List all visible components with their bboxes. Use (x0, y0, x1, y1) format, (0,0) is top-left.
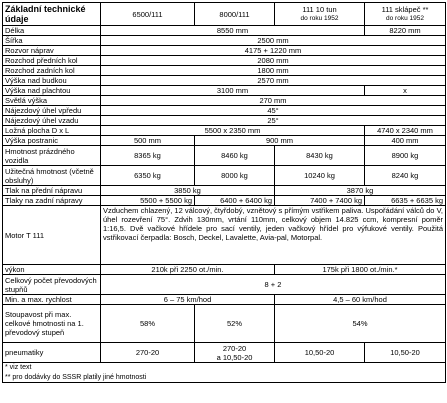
column-header-111-10-tun-title: 111 10 tun (302, 5, 337, 14)
value-vyska-budka: 2570 mm (101, 76, 446, 86)
value-stoupavost-6500: 58% (101, 305, 195, 343)
row-label-vykon: výkon (3, 265, 101, 275)
value-tlak-predni-6500-8000: 3850 kg (101, 186, 275, 196)
value-uzitecna-hmotnost-sklapec: 8240 kg (365, 166, 446, 186)
row-label-delka: Délka (3, 26, 101, 36)
value-rozchod-predni: 2080 mm (101, 56, 446, 66)
footnote-sssr: ** pro dodávky do SSSR platily jiné hmotnosti (3, 373, 446, 383)
row-label-lozna-plocha: Ložná plocha D x L (3, 126, 101, 136)
footnote-row (3, 373, 446, 383)
column-header-111-sklapec (365, 3, 446, 26)
row-label-sirka: Šířka (3, 36, 101, 46)
row-label-rozchod-zadni: Rozchod zadních kol (3, 66, 101, 76)
table-row (3, 343, 446, 363)
value-delka-sklapec: 8220 mm (365, 26, 446, 36)
table-row (3, 96, 446, 106)
row-label-uzitecna-hmotnost: Užitečná hmotnost (včetně obsluhy) (3, 166, 101, 186)
value-pneumatiky-10tun: 10,50-20 (275, 343, 365, 363)
value-vyska-postranic-8000-10tun: 900 mm (195, 136, 365, 146)
table-row (3, 265, 446, 275)
table-row (3, 166, 446, 186)
row-label-uhel-vzadu: Nájezdový úhel vzadu (3, 116, 101, 126)
column-header-111-sklapec-title: 111 sklápeč ** (381, 5, 429, 14)
table-row (3, 56, 446, 66)
value-uzitecna-hmotnost-10tun: 10240 kg (275, 166, 365, 186)
row-label-rozchod-predni: Rozchod předních kol (3, 56, 101, 66)
value-hmotnost-prazdneho-10tun: 8430 kg (275, 146, 365, 166)
row-label-rychlost: Min. a max. rychlost (3, 295, 101, 305)
value-lozna-plocha-sklapec: 4740 x 2340 mm (365, 126, 446, 136)
value-rozchod-zadni: 1800 mm (101, 66, 446, 76)
row-label-tlaky-zadni: Tlaky na zadní nápravy (3, 196, 101, 206)
table-row (3, 116, 446, 126)
column-header-6500: 6500/111 (101, 3, 195, 26)
value-pneumatiky-8000-line1: 270-20 (222, 343, 247, 353)
value-hmotnost-prazdneho-8000: 8460 kg (195, 146, 275, 166)
table-row (3, 76, 446, 86)
specifications-table (2, 2, 446, 383)
header-row (3, 3, 446, 26)
row-label-pocet-stupnu: Celkový počet převodových stupňů (3, 275, 101, 295)
table-row (3, 36, 446, 46)
row-label-tlak-predni: Tlak na přední nápravu (3, 186, 101, 196)
value-pneumatiky-8000 (195, 343, 275, 363)
row-label-svetla-vyska: Světlá výška (3, 96, 101, 106)
value-rozvor: 4175 + 1220 mm (101, 46, 446, 56)
value-hmotnost-prazdneho-sklapec: 8900 kg (365, 146, 446, 166)
row-label-vyska-postranic: Výška postranic (3, 136, 101, 146)
footnote-row (3, 363, 446, 373)
table-row (3, 26, 446, 36)
value-tlak-predni-10tun-sklapec: 3870 kg (275, 186, 446, 196)
value-pneumatiky-6500: 270-20 (101, 343, 195, 363)
value-uzitecna-hmotnost-8000: 8000 kg (195, 166, 275, 186)
table-row (3, 66, 446, 76)
value-vyska-postranic-6500: 500 mm (101, 136, 195, 146)
value-pneumatiky-sklapec: 10,50-20 (365, 343, 446, 363)
footnote-viz-text: * viz text (3, 363, 446, 373)
row-label-hmotnost-prazdneho: Hmotnost prázdného vozidla (3, 146, 101, 166)
value-tlaky-zadni-6500: 5500 + 5500 kg (101, 196, 195, 206)
column-header-111-10-tun (275, 3, 365, 26)
value-tlaky-zadni-8000: 6400 + 6400 kg (195, 196, 275, 206)
row-label-pneumatiky: pneumatiky (3, 343, 101, 363)
table-row (3, 126, 446, 136)
value-vyska-plachta-sklapec: x (365, 86, 446, 96)
value-motor-description: Vzduchem chlazený, 12 válcový, čtyřdobý, vznětový s přímým vstřikem paliva. Uspořádání válců do V, úhel rozevření 75°. Zdvih 130mm, vrtání 110mm, celkový objem 14.825 ccm, kompresní poměr 1:16,5. Dvě vačkové hřídele pro sací ventily, jeden vačkový hřídel pro výfukové ventily. Použitá vstřikovací čerpadla: Bosch, Deckel, Lavalette, Avia-pal, Motorpal. (101, 206, 446, 265)
row-label-motor: Motor T 111 (3, 206, 101, 265)
value-pneumatiky-8000-line2: a 10,50-20 (216, 352, 253, 362)
table-row (3, 305, 446, 343)
value-delka-main: 8550 mm (101, 26, 365, 36)
value-vyska-postranic-sklapec: 400 mm (365, 136, 446, 146)
value-uzitecna-hmotnost-6500: 6350 kg (101, 166, 195, 186)
row-label-rozvor: Rozvor náprav (3, 46, 101, 56)
column-header-111-sklapec-subtitle: do roku 1952 (386, 15, 424, 22)
table-row (3, 46, 446, 56)
value-uhel-vzadu: 25° (101, 116, 446, 126)
table-row (3, 146, 446, 166)
value-vykon-6500-8000: 210k při 2250 ot./min. (101, 265, 275, 275)
value-pocet-stupnu: 8 + 2 (101, 275, 446, 295)
value-vykon-10tun-sklapec: 175k při 1800 ot./min.* (275, 265, 446, 275)
table-title: Základní technické údaje (3, 3, 101, 26)
value-lozna-plocha-main: 5500 x 2350 mm (101, 126, 365, 136)
column-header-111-10-tun-subtitle: do roku 1952 (300, 15, 339, 22)
value-tlaky-zadni-10tun: 7400 + 7400 kg (275, 196, 365, 206)
table-row (3, 295, 446, 305)
row-label-vyska-plachta: Výška nad plachtou (3, 86, 101, 96)
column-header-8000: 8000/111 (195, 3, 275, 26)
table-row (3, 106, 446, 116)
value-tlaky-zadni-sklapec: 6635 + 6635 kg (365, 196, 446, 206)
table-row (3, 86, 446, 96)
value-sirka: 2500 mm (101, 36, 446, 46)
row-label-vyska-budka: Výška nad budkou (3, 76, 101, 86)
value-svetla-vyska: 270 mm (101, 96, 446, 106)
value-vyska-plachta-main: 3100 mm (101, 86, 365, 96)
row-label-uhel-vpredu: Nájezdový úhel vpředu (3, 106, 101, 116)
value-rychlost-6500-8000: 6 – 75 km/hod (101, 295, 275, 305)
value-hmotnost-prazdneho-6500: 8365 kg (101, 146, 195, 166)
table-row (3, 136, 446, 146)
row-label-stoupavost: Stoupavost při max. celkové hmotnosti na 1. převodový stupeň (3, 305, 101, 343)
value-stoupavost-10tun-sklapec: 54% (275, 305, 446, 343)
value-uhel-vpredu: 45° (101, 106, 446, 116)
table-row (3, 186, 446, 196)
table-row (3, 196, 446, 206)
table-row (3, 206, 446, 265)
table-row (3, 275, 446, 295)
value-rychlost-10tun-sklapec: 4,5 – 60 km/hod (275, 295, 446, 305)
value-stoupavost-8000: 52% (195, 305, 275, 343)
